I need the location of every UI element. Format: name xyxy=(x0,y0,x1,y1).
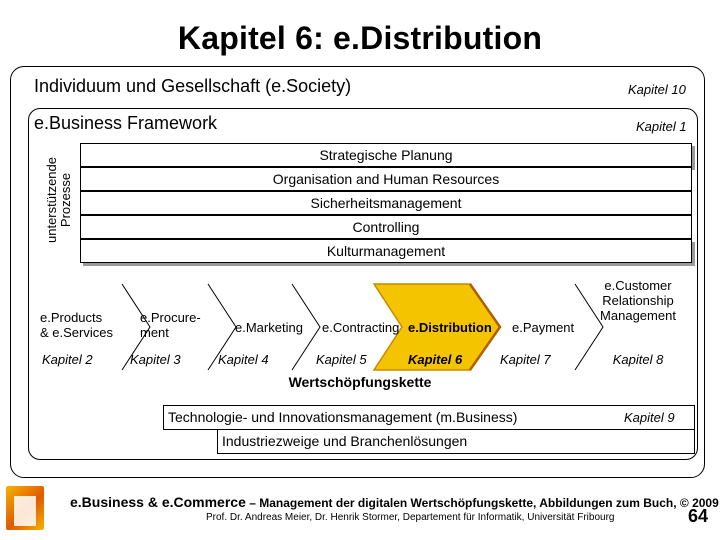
technology-layer: Technologie- und Innovationsmanagement (m.Business) xyxy=(163,405,695,430)
layer-strategic-planning: Strategische Planung xyxy=(80,143,692,167)
footer-title xyxy=(70,494,719,510)
step-procurement-chapter: Kapitel 3 xyxy=(130,352,181,367)
step-products-chapter: Kapitel 2 xyxy=(42,352,93,367)
step-products-label: e.Products & e.Services xyxy=(40,310,113,340)
step-crm-label: e.Customer Relationship Management xyxy=(600,278,676,323)
step-marketing-label: e.Marketing xyxy=(235,320,303,335)
society-label: Individuum und Gesellschaft (e.Society) xyxy=(34,76,352,96)
footer-book-title: e.Business & e.Commerce xyxy=(70,494,246,510)
step-contracting-chapter: Kapitel 5 xyxy=(316,352,367,367)
society-chapter: Kapitel 10 xyxy=(628,82,686,97)
framework-chapter: Kapitel 1 xyxy=(636,119,687,134)
support-line-2: Prozesse xyxy=(58,172,74,228)
value-chain-caption: Wertschöpfungskette xyxy=(288,374,432,390)
layer-controlling: Controlling xyxy=(80,215,692,239)
layer-organisation-hr: Organisation and Human Resources xyxy=(80,167,692,191)
page-number: 64 xyxy=(688,506,709,526)
value-chain xyxy=(30,278,700,380)
support-processes-label xyxy=(36,140,82,260)
industries-layer: Industriezweige und Branchenlösungen xyxy=(217,430,695,454)
step-crm-chapter: Kapitel 8 xyxy=(612,352,664,367)
step-payment-label: e.Payment xyxy=(512,320,575,335)
layer-security-management: Sicherheitsmanagement xyxy=(80,191,692,215)
step-marketing-chapter: Kapitel 4 xyxy=(218,352,269,367)
footer-authors: Prof. Dr. Andreas Meier, Dr. Henrik Stormer, Departement für Informatik, Universität Fribourg xyxy=(206,512,615,523)
support-line-1: unterstützende xyxy=(44,156,60,244)
technology-chapter: Kapitel 9 xyxy=(624,410,675,425)
step-contracting-label: e.Contracting xyxy=(322,320,400,335)
step-distribution-label: e.Distribution xyxy=(408,320,492,335)
step-payment-chapter: Kapitel 7 xyxy=(500,352,551,367)
footer-subtitle: – Management der digitalen Wertschöpfungskette, Abbildungen zum Buch, © 2009 xyxy=(245,496,719,510)
step-procurement-label: e.Procure- ment xyxy=(140,310,201,340)
book-logo-icon xyxy=(6,486,44,530)
layer-culture-management: Kulturmanagement xyxy=(80,239,692,263)
slide-title: Kapitel 6: e.Distribution xyxy=(177,20,543,56)
footer xyxy=(0,484,720,540)
step-distribution-chapter: Kapitel 6 xyxy=(408,352,463,367)
framework-label: e.Business Framework xyxy=(34,113,218,133)
